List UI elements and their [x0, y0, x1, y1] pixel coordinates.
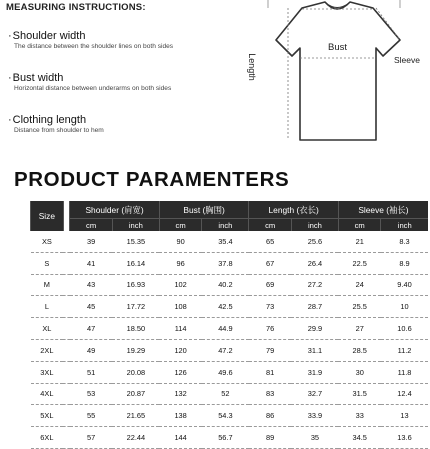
table-cell: 49: [70, 339, 113, 361]
table-cell: 52: [202, 383, 249, 405]
table-cell: 89: [249, 427, 292, 449]
table-cell: 40.2: [202, 274, 249, 296]
size-header: Size: [31, 201, 64, 231]
table-cell: 69: [249, 274, 292, 296]
unit-header-cm: cm: [70, 219, 113, 232]
size-cell: S: [31, 252, 64, 274]
table-cell: 16.93: [112, 274, 159, 296]
table-cell: 108: [159, 296, 202, 318]
instruction-name: Clothing length: [12, 114, 87, 126]
table-row: [31, 274, 429, 296]
table-cell: 81: [249, 361, 292, 383]
table-cell: 20.08: [112, 361, 159, 383]
instruction-name: Bust width: [12, 72, 64, 84]
table-cell: 8.9: [381, 252, 428, 274]
unit-header-inch: inch: [202, 219, 249, 232]
table-cell: 132: [159, 383, 202, 405]
table-cell: 47.2: [202, 339, 249, 361]
group-header-bust: Bust (胸围): [159, 201, 249, 219]
table-cell: 33.9: [291, 405, 338, 427]
tshirt-outline-icon: [240, 0, 430, 150]
table-cell: 26.4: [291, 252, 338, 274]
table-cell: 8.3: [381, 231, 428, 252]
group-header-shoulder: Shoulder (肩宽): [70, 201, 160, 219]
table-cell: 11.2: [381, 339, 428, 361]
table-cell: 25.5: [338, 296, 381, 318]
table-cell: 49.6: [202, 361, 249, 383]
table-cell: 18.50: [112, 318, 159, 340]
unit-header-inch: inch: [112, 219, 159, 232]
size-cell: 2XL: [31, 339, 64, 361]
table-cell: 27: [338, 318, 381, 340]
size-cell: XL: [31, 318, 64, 340]
table-row: [31, 361, 429, 383]
table-cell: 67: [249, 252, 292, 274]
table-cell: 114: [159, 318, 202, 340]
table-cell: 57: [70, 427, 113, 449]
size-cell: 3XL: [31, 361, 64, 383]
table-cell: 53: [70, 383, 113, 405]
group-header-length: Length (衣长): [249, 201, 339, 219]
table-cell: 51: [70, 361, 113, 383]
table-cell: 79: [249, 339, 292, 361]
bust-label: Bust: [328, 42, 348, 53]
size-cell: M: [31, 274, 64, 296]
table-cell: 45: [70, 296, 113, 318]
instruction-shoulder: [8, 30, 173, 50]
table-cell: 42.5: [202, 296, 249, 318]
table-cell: 34.5: [338, 427, 381, 449]
table-cell: 90: [159, 231, 202, 252]
unit-header-inch: inch: [381, 219, 428, 232]
table-cell: 55: [70, 405, 113, 427]
table-cell: 22.5: [338, 252, 381, 274]
table-cell: 31.5: [338, 383, 381, 405]
instructions-title: MEASURING INSTRUCTIONS:: [6, 2, 146, 13]
size-cell: 4XL: [31, 383, 64, 405]
table-cell: 19.29: [112, 339, 159, 361]
table-cell: 21.65: [112, 405, 159, 427]
instruction-desc: Horizontal distance between underarms on both sides: [14, 85, 172, 92]
tshirt-diagram: [240, 0, 430, 150]
table-row: [31, 296, 429, 318]
table-row: [31, 252, 429, 274]
table-cell: 41: [70, 252, 113, 274]
measuring-instructions: [6, 0, 246, 13]
table-cell: 29.9: [291, 318, 338, 340]
table-cell: 47: [70, 318, 113, 340]
table-cell: 30: [338, 361, 381, 383]
table-cell: 28.5: [338, 339, 381, 361]
table-cell: 102: [159, 274, 202, 296]
table-cell: 73: [249, 296, 292, 318]
table-cell: 28.7: [291, 296, 338, 318]
table-cell: 126: [159, 361, 202, 383]
header-row-groups: [31, 201, 429, 219]
table-cell: 35: [291, 427, 338, 449]
unit-header-inch: inch: [291, 219, 338, 232]
table-row: [31, 339, 429, 361]
table-cell: 31.1: [291, 339, 338, 361]
table-cell: 54.3: [202, 405, 249, 427]
size-table: [30, 201, 428, 449]
instruction-name: Shoulder width: [12, 30, 86, 42]
size-cell: XS: [31, 231, 64, 252]
table-header: [31, 201, 429, 231]
table-cell: 96: [159, 252, 202, 274]
table-cell: 27.2: [291, 274, 338, 296]
table-row: [31, 405, 429, 427]
table-cell: 31.9: [291, 361, 338, 383]
table-cell: 9.40: [381, 274, 428, 296]
table-row: [31, 231, 429, 252]
table-cell: 35.4: [202, 231, 249, 252]
table-cell: 13: [381, 405, 428, 427]
table-row: [31, 318, 429, 340]
unit-header-cm: cm: [338, 219, 381, 232]
table-cell: 44.9: [202, 318, 249, 340]
size-cell: 6XL: [31, 427, 64, 449]
size-cell: 5XL: [31, 405, 64, 427]
table-cell: 56.7: [202, 427, 249, 449]
sleeve-label: Sleeve: [394, 55, 420, 65]
size-cell: L: [31, 296, 64, 318]
unit-header-cm: cm: [159, 219, 202, 232]
table-cell: 24: [338, 274, 381, 296]
table-cell: 20.87: [112, 383, 159, 405]
table-cell: 39: [70, 231, 113, 252]
table-cell: 22.44: [112, 427, 159, 449]
table-cell: 25.6: [291, 231, 338, 252]
table-cell: 83: [249, 383, 292, 405]
table-cell: 17.72: [112, 296, 159, 318]
table-cell: 138: [159, 405, 202, 427]
table-cell: 10.6: [381, 318, 428, 340]
table-row: [31, 383, 429, 405]
header-row-units: [31, 219, 429, 232]
table-cell: 15.35: [112, 231, 159, 252]
length-label: Length: [246, 53, 257, 81]
table-cell: 12.4: [381, 383, 428, 405]
table-body: [31, 231, 429, 448]
instruction-bust: [8, 72, 171, 92]
table-cell: 11.8: [381, 361, 428, 383]
bullet-icon: ·: [8, 30, 12, 42]
bullet-icon: ·: [8, 72, 12, 84]
table-cell: 32.7: [291, 383, 338, 405]
table-cell: 13.6: [381, 427, 428, 449]
table-cell: 10: [381, 296, 428, 318]
instruction-desc: Distance from shoulder to hem: [14, 127, 104, 134]
table-cell: 21: [338, 231, 381, 252]
bullet-icon: ·: [8, 114, 12, 126]
instruction-length: [8, 114, 104, 134]
table-cell: 65: [249, 231, 292, 252]
product-title: PRODUCT PARAMENTERS: [14, 168, 290, 191]
table-cell: 76: [249, 318, 292, 340]
table-cell: 43: [70, 274, 113, 296]
group-header-sleeve: Sleeve (袖长): [338, 201, 428, 219]
table-cell: 16.14: [112, 252, 159, 274]
table-cell: 37.8: [202, 252, 249, 274]
unit-header-cm: cm: [249, 219, 292, 232]
table-cell: 120: [159, 339, 202, 361]
instruction-desc: The distance between the shoulder lines on both sides: [14, 43, 174, 50]
table-cell: 144: [159, 427, 202, 449]
table-cell: 86: [249, 405, 292, 427]
table-cell: 33: [338, 405, 381, 427]
